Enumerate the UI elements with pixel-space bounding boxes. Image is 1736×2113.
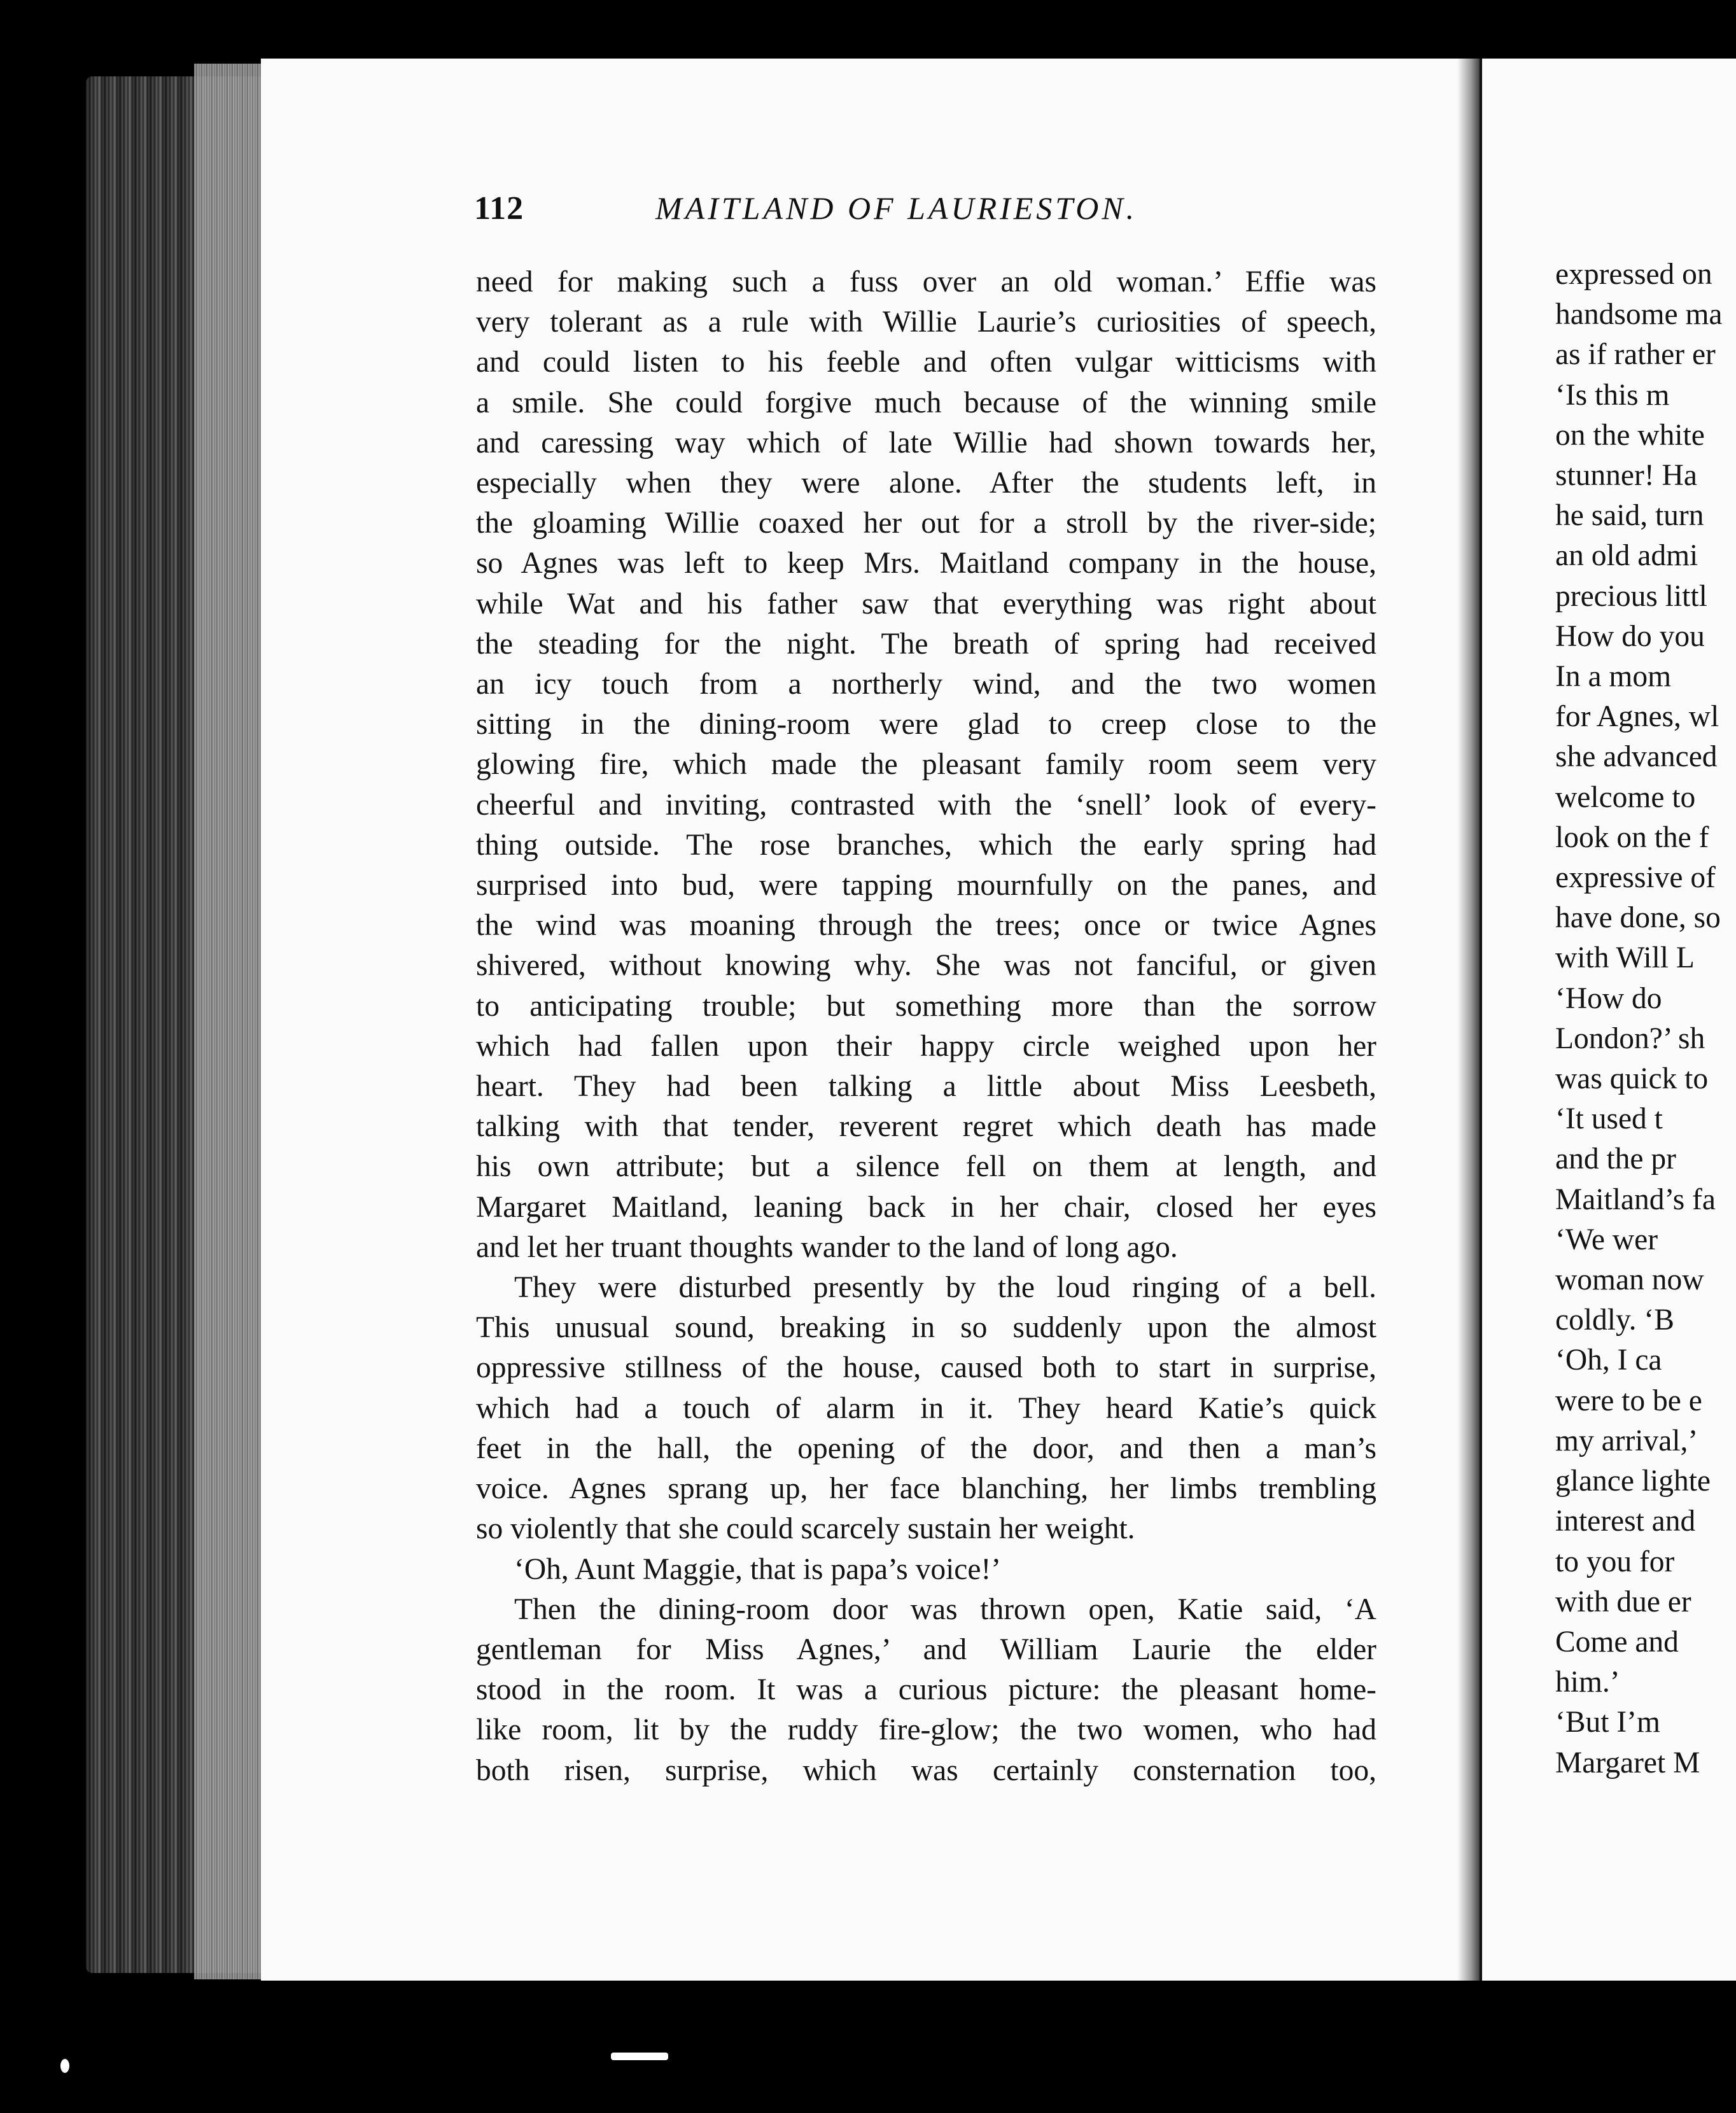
text-line: him.’	[1555, 1666, 1620, 1699]
text-line: he said, turn	[1555, 499, 1704, 533]
text-line: for Agnes, wl	[1555, 700, 1719, 734]
text-line: cheerful and inviting, contrasted with the ‘snell’ look of every-	[476, 788, 1376, 822]
text-line: voice. Agnes sprang up, her face blanching, her limbs trembling	[476, 1472, 1376, 1506]
text-line: Maitland’s fa	[1555, 1183, 1716, 1216]
text-line: and let her truant thoughts wander to the land of long ago.	[476, 1230, 1178, 1264]
text-line: stood in the room. It was a curious picture: the pleasant home-	[476, 1673, 1376, 1707]
text-line: was quick to	[1555, 1062, 1709, 1096]
text-line: which had fallen upon their happy circle weighed upon her	[476, 1029, 1376, 1063]
text-line: look on the f	[1555, 820, 1709, 854]
text-line: gentleman for Miss Agnes,’ and William Laurie the elder	[476, 1632, 1376, 1666]
text-line: glowing fire, which made the pleasant family room seem very	[476, 748, 1376, 782]
text-line: thing outside. The rose branches, which the early spring had	[476, 828, 1376, 862]
right-page-body-text	[1555, 255, 1736, 1783]
text-line: an icy touch from a northerly wind, and the two women	[476, 668, 1376, 701]
text-line: heart. They had been talking a little about Miss Leesbeth,	[476, 1070, 1376, 1104]
text-line: glance lighte	[1555, 1464, 1711, 1498]
gutter-shadow	[1457, 59, 1483, 1981]
running-title: MAITLAND OF LAURIESTON.	[655, 190, 1138, 226]
text-line: woman now	[1555, 1263, 1704, 1297]
text-line: a smile. She could forgive much because of the winning smile	[476, 386, 1376, 419]
text-line: have done, so	[1555, 901, 1721, 935]
text-line: ‘Is this m	[1555, 378, 1670, 412]
text-line: the gloaming Willie coaxed her out for a stroll by the river-side;	[476, 507, 1376, 540]
text-line: as if rather er	[1555, 338, 1716, 372]
text-line: on the white	[1555, 418, 1705, 452]
text-line: like room, lit by the ruddy fire-glow; the two women, who had	[476, 1713, 1376, 1747]
text-line: ‘We wer	[1555, 1223, 1658, 1256]
text-line: feet in the hall, the opening of the door, and then a man’s	[476, 1431, 1376, 1465]
scan-speck	[611, 2053, 668, 2060]
text-line: shivered, without knowing why. She was not fanciful, or given	[476, 949, 1376, 983]
text-line: and could listen to his feeble and often vulgar witticisms with	[476, 346, 1376, 379]
text-line: to you for	[1555, 1545, 1675, 1578]
text-line: ‘Oh, I ca	[1555, 1344, 1662, 1377]
text-line: ‘How do	[1555, 981, 1662, 1015]
text-line: so Agnes was left to keep Mrs. Maitland company in the house,	[476, 547, 1376, 580]
text-line: so violently that she could scarcely sustain her weight.	[476, 1512, 1135, 1546]
text-line: Then the dining-room door was thrown open, Katie said, ‘A	[514, 1592, 1376, 1626]
text-line: Come and	[1555, 1625, 1679, 1659]
text-line: were to be e	[1555, 1384, 1702, 1417]
text-line: which had a touch of alarm in it. They heard Katie’s quick	[476, 1391, 1376, 1425]
text-line: oppressive stillness of the house, caused both to start in surprise,	[476, 1351, 1376, 1385]
text-line: coldly. ‘B	[1555, 1303, 1674, 1337]
text-line: In a mom	[1555, 660, 1672, 694]
text-line: Margaret M	[1555, 1746, 1700, 1780]
text-line: very tolerant as a rule with Willie Laurie’s curiosities of speech,	[476, 305, 1376, 339]
text-line: surprised into bud, were tapping mournfully on the panes, and	[476, 869, 1376, 902]
text-line: ‘Oh, Aunt Maggie, that is papa’s voice!’	[514, 1552, 1002, 1586]
text-line: the wind was moaning through the trees; once or twice Agnes	[476, 909, 1376, 943]
text-line: his own attribute; but a silence fell on them at length, and	[476, 1150, 1376, 1184]
text-line: and caressing way which of late Willie had shown towards her,	[476, 426, 1376, 460]
left-page-body-text	[476, 262, 1376, 1791]
text-line: talking with that tender, reverent regret which death has made	[476, 1110, 1376, 1144]
text-line: the steading for the night. The breath of spring had received	[476, 627, 1376, 661]
text-line: expressive of	[1555, 861, 1716, 895]
book-page-edges	[194, 64, 261, 1979]
text-line: ‘It used t	[1555, 1102, 1663, 1136]
text-line: Margaret Maitland, leaning back in her chair, closed her eyes	[476, 1190, 1376, 1224]
text-line: she advanced	[1555, 740, 1718, 774]
text-line: handsome ma	[1555, 298, 1723, 332]
text-line: both risen, surprise, which was certainly consternation too,	[476, 1753, 1376, 1787]
text-line: They were disturbed presently by the loud ringing of a bell.	[514, 1271, 1376, 1305]
text-line: to anticipating trouble; but something more than the sorrow	[476, 989, 1376, 1023]
text-line: my arrival,’	[1555, 1424, 1698, 1457]
text-line: especially when they were alone. After the students left, in	[476, 467, 1376, 500]
text-line: and the pr	[1555, 1142, 1676, 1176]
text-line: ‘But I’m	[1555, 1706, 1660, 1739]
text-line: while Wat and his father saw that everything was right about	[476, 587, 1376, 621]
text-line: sitting in the dining-room were glad to creep close to the	[476, 708, 1376, 741]
text-line: interest and	[1555, 1505, 1696, 1538]
scan-speck	[60, 2059, 69, 2073]
text-line: an old admi	[1555, 539, 1698, 573]
text-line: welcome to	[1555, 780, 1696, 814]
text-line: with Will L	[1555, 941, 1695, 975]
text-line: London?’ sh	[1555, 1021, 1705, 1055]
text-line: expressed on	[1555, 258, 1712, 291]
text-line: precious littl	[1555, 579, 1707, 613]
text-line: This unusual sound, breaking in so suddenly upon the almost	[476, 1311, 1376, 1345]
text-line: with due er	[1555, 1585, 1691, 1618]
text-line: stunner! Ha	[1555, 459, 1697, 493]
page-number: 112	[474, 190, 524, 227]
text-line: need for making such a fuss over an old woman.’ Effie was	[476, 265, 1376, 298]
text-line: How do you	[1555, 619, 1705, 653]
